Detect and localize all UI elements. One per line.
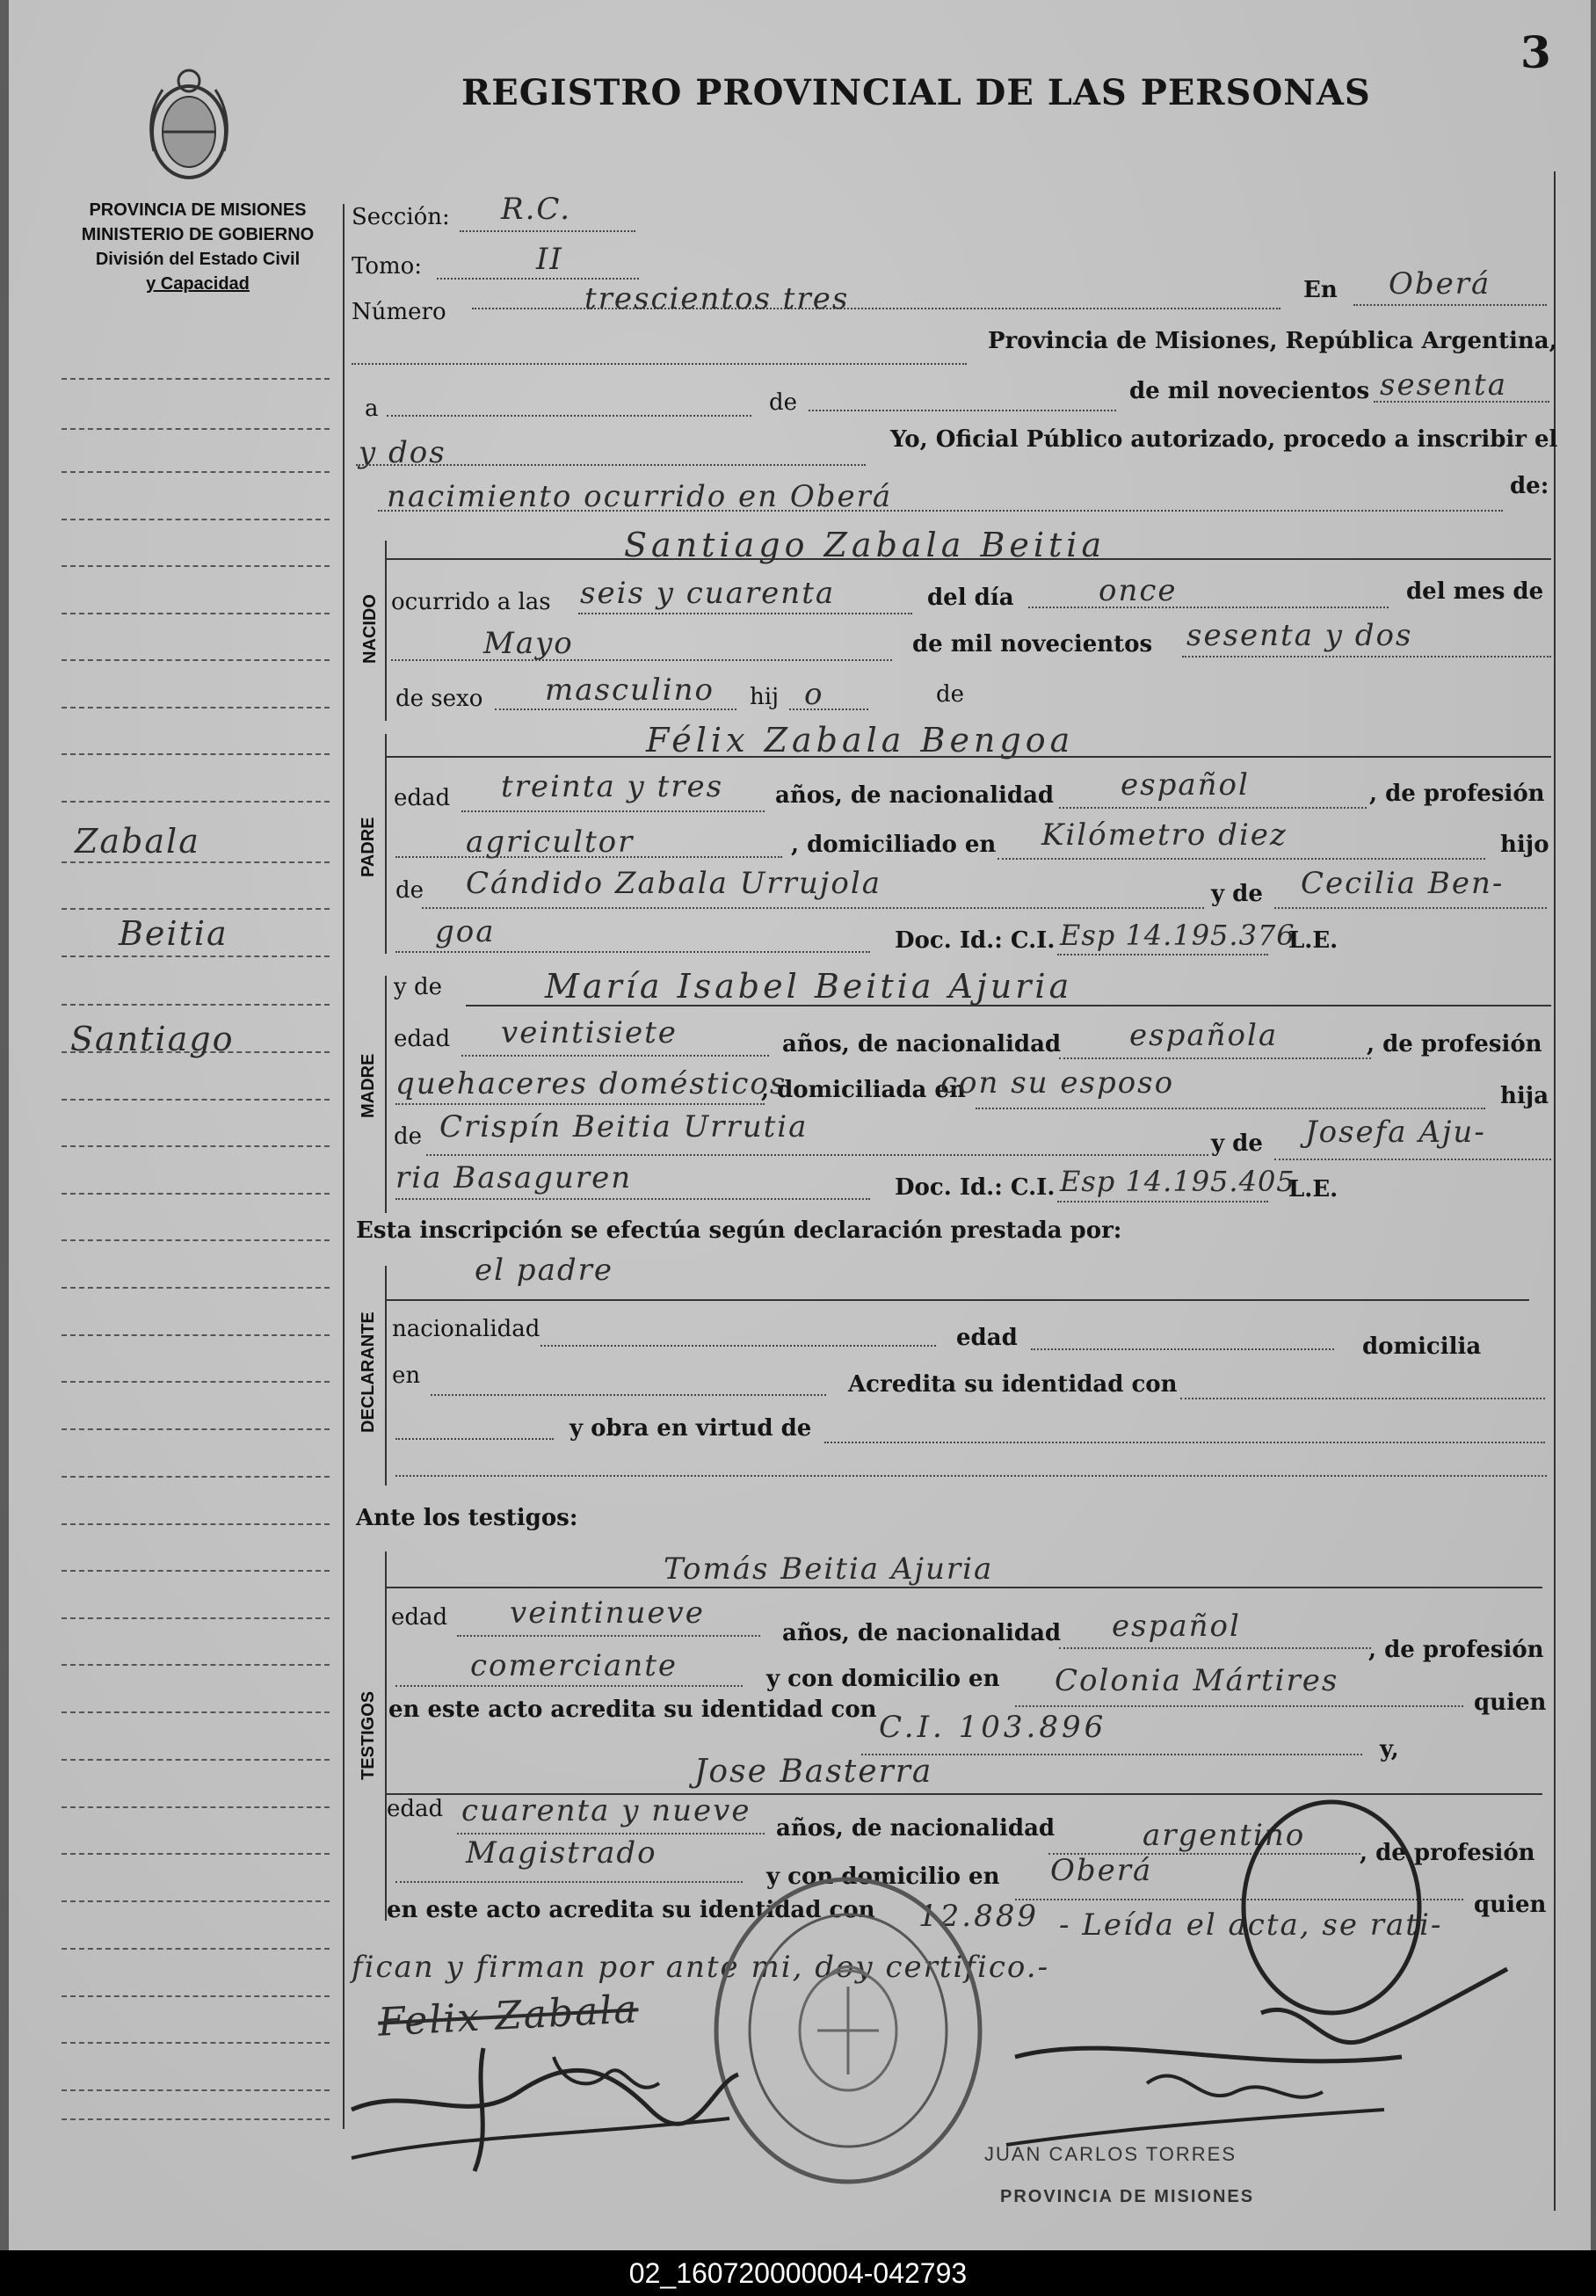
padre-profesion-line — [395, 856, 782, 858]
madre-y-de-label: y de — [394, 974, 442, 1000]
testigo1-domicilio-value: Colonia Mártires — [1055, 1663, 1339, 1698]
madre-domicilio-value: con su esposo — [940, 1065, 1175, 1101]
margin-line — [62, 707, 330, 708]
left-margin-border — [343, 204, 345, 2129]
margin-line — [62, 1806, 330, 1808]
register-page — [9, 0, 1591, 2250]
dia-label: del día — [927, 585, 1014, 611]
seccion-label: Sección: — [352, 204, 450, 230]
nacido-name-line — [387, 558, 1551, 560]
padre-y-de-line — [1274, 907, 1547, 909]
declarante-bottom-line — [395, 1475, 1547, 1477]
authority-capacidad: y Capacidad — [146, 274, 250, 294]
margin-line — [62, 753, 330, 755]
nacido-name: Santiago Zabala Beitia — [624, 526, 1106, 564]
sexo-line — [495, 708, 736, 710]
de-label: de — [769, 389, 798, 416]
declarante-domicilia-label: domicilia — [1362, 1333, 1482, 1360]
margin-line — [62, 1617, 330, 1619]
province-text: Provincia de Misiones, República Argentina, — [988, 328, 1557, 354]
birth-place-line — [378, 510, 1503, 512]
madre-name-line — [466, 1005, 1551, 1006]
madre-de-label: de — [394, 1123, 423, 1150]
page-number: 3 — [1520, 26, 1551, 78]
testigo1-domicilio-line — [1015, 1705, 1463, 1707]
margin-line — [62, 1664, 330, 1666]
mes-label: del mes de — [1406, 578, 1544, 605]
padre-le-label: L.E. — [1288, 927, 1338, 954]
madre-profesion-label: , de profesión — [1367, 1031, 1542, 1057]
margin-line — [62, 908, 330, 910]
testigo2-name: Jose Basterra — [694, 1754, 933, 1790]
padre-name: Félix Zabala Bengoa — [646, 721, 1075, 759]
padre-nacionalidad-value: español — [1121, 767, 1250, 803]
declarante-obra-line — [824, 1442, 1545, 1443]
section-testigos: TESTIGOS — [359, 1690, 378, 1780]
madre-doc-label: Doc. Id.: C.I. — [895, 1174, 1056, 1201]
de-line — [809, 410, 1116, 411]
nacido-bracket — [385, 541, 387, 721]
sexo-value: masculino — [545, 672, 715, 708]
anio-label: de mil novecientos — [912, 631, 1153, 658]
testigo2-edad-label: edad — [387, 1796, 444, 1822]
margin-note-given-name: Santiago — [70, 1020, 235, 1058]
declarante-edad-line — [1031, 1348, 1334, 1350]
authority-block — [57, 198, 338, 296]
authority-division: División del Estado Civil — [95, 250, 301, 269]
testigo2-profesion-line — [395, 1881, 743, 1883]
margin-line — [62, 1570, 330, 1572]
birth-place-value: nacimiento ocurrido en Oberá — [387, 479, 893, 514]
margin-line — [62, 2042, 330, 2044]
declarante-acredita-line — [1180, 1398, 1545, 1399]
margin-line — [62, 1900, 330, 1902]
hora-value: seis y cuarenta — [580, 576, 836, 611]
hij-line — [789, 708, 868, 710]
declarante-blank-line — [395, 1438, 554, 1440]
dia-line — [1028, 607, 1389, 608]
section-padre: PADRE — [359, 817, 378, 877]
madre-madre-de: Josefa Aju- — [1305, 1115, 1486, 1150]
testigo1-nacionalidad-value: español — [1112, 1609, 1241, 1644]
en-line — [1353, 304, 1547, 306]
mes-line — [391, 659, 892, 661]
madre-madre-de-cont: ria Basaguren — [395, 1160, 633, 1195]
madre-padre-de: Crispín Beitia Urrutia — [439, 1109, 809, 1144]
document-title: REGISTRO PROVINCIAL DE LAS PERSONAS — [461, 72, 1371, 113]
en-value: Oberá — [1389, 266, 1491, 302]
padre-madre-de: Cecilia Ben- — [1301, 866, 1505, 901]
margin-line — [62, 378, 330, 380]
margin-line — [62, 1759, 330, 1761]
margin-line — [62, 1099, 330, 1101]
margin-line — [62, 1476, 330, 1478]
madre-doc-value: Esp 14.195.405 — [1060, 1165, 1295, 1198]
tomo-value: II — [536, 242, 563, 277]
madre-de-line — [426, 1154, 1208, 1156]
padre-profesion-label: , de profesión — [1369, 781, 1545, 807]
testigo2-acredita-label: en este acto acredita su identidad con — [387, 1897, 875, 1923]
madre-y-de2-label: y de — [1211, 1130, 1263, 1157]
madre-name: María Isabel Beitia Ajuria — [545, 967, 1073, 1006]
footer-file-id: 02_160720000004-042793 — [628, 2257, 968, 2289]
declarante-edad-label: edad — [956, 1325, 1018, 1351]
madre-domicilio-line — [976, 1108, 1485, 1109]
year-value-cont: y dos — [359, 435, 446, 470]
padre-edad-line — [461, 810, 765, 812]
hij-value: o — [804, 677, 824, 712]
testigo1-edad-line — [457, 1635, 760, 1637]
madre-domicilio-label: , domiciliada en — [761, 1077, 966, 1103]
mes-value: Mayo — [483, 626, 574, 661]
authority-province: PROVINCIA DE MISIONES — [89, 200, 307, 220]
coat-of-arms-seal — [141, 63, 237, 191]
closing-line2: fican y firman por ante mi, doy certifico.- — [352, 1950, 1050, 1985]
anio-value: sesenta y dos — [1186, 618, 1413, 653]
declarante-name-line — [387, 1299, 1529, 1301]
margin-note-surname2: Beitia — [119, 914, 229, 953]
testigo2-profesion-value: Magistrado — [466, 1835, 657, 1871]
officer-signature-scribble — [989, 1793, 1516, 2162]
margin-line — [62, 1193, 330, 1195]
closing-line1: - Leída el acta, se rati- — [1059, 1907, 1443, 1943]
declarante-en-line — [431, 1394, 826, 1396]
testigo2-profesion-label: , de profesión — [1360, 1840, 1535, 1866]
testigo1-nacionalidad-line — [1059, 1647, 1371, 1649]
madre-nacionalidad-label: años, de nacionalidad — [782, 1031, 1062, 1057]
declarante-nacionalidad-label: nacionalidad — [392, 1316, 540, 1342]
margin-line — [62, 613, 330, 614]
margin-line — [62, 1711, 330, 1713]
declarante-value: el padre — [475, 1253, 613, 1288]
padre-de-label: de — [395, 877, 424, 904]
section-madre: MADRE — [359, 1053, 378, 1118]
nacido-de-label: de — [936, 681, 965, 708]
madre-bracket — [385, 976, 387, 1213]
seccion-line — [460, 230, 635, 232]
testigo1-id-value: C.I. 103.896 — [879, 1710, 1107, 1745]
margin-line — [62, 659, 330, 661]
de-colon: de: — [1510, 473, 1549, 499]
a-label: a — [365, 396, 379, 422]
testigo1-profesion-line — [395, 1685, 743, 1687]
madre-profesion-line — [395, 1103, 765, 1105]
margin-line — [62, 565, 330, 567]
testigo2-y-label: y, — [1380, 1736, 1399, 1762]
madre-edad-label: edad — [394, 1026, 451, 1052]
testigo2-nacionalidad-value: argentino — [1143, 1818, 1306, 1853]
margin-line — [62, 1428, 330, 1430]
margin-line — [62, 801, 330, 803]
blank-line — [352, 363, 967, 365]
madre-profesion-value: quehaceres domésticos — [395, 1066, 787, 1101]
padre-doc-value: Esp 14.195.376 — [1060, 919, 1295, 952]
madre-hija-label: hija — [1500, 1083, 1549, 1109]
testigo1-profesion-value: comerciante — [470, 1648, 678, 1683]
testigo1-nacionalidad-label: años, de nacionalidad — [782, 1620, 1062, 1646]
padre-profesion-value: agricultor — [466, 825, 635, 860]
margin-line — [62, 2118, 330, 2120]
dia-value: once — [1099, 573, 1178, 608]
padre-nacionalidad-line — [1059, 807, 1367, 809]
padre-domicilio-label: , domiciliado en — [791, 832, 997, 858]
testigo2-domicilio-value: Oberá — [1050, 1853, 1153, 1888]
madre-nacionalidad-line — [1059, 1057, 1371, 1059]
padre-de-line — [422, 907, 1204, 909]
madre-edad-line — [461, 1055, 769, 1057]
margin-line — [62, 1287, 330, 1289]
margin-line — [62, 1145, 330, 1147]
madre-madre-cont-line — [395, 1198, 870, 1200]
testigo1-name: Tomás Beitia Ajuria — [664, 1551, 994, 1587]
padre-y-de-label: y de — [1211, 881, 1263, 907]
year-label: de mil novecientos — [1129, 378, 1370, 404]
margin-line — [62, 428, 330, 430]
tomo-label: Tomo: — [352, 253, 423, 280]
padre-name-line — [387, 756, 1551, 758]
section-nacido: NACIDO — [360, 594, 380, 664]
testigo1-edad-label: edad — [391, 1604, 448, 1631]
declarante-nacionalidad-line — [540, 1345, 936, 1347]
margin-line — [62, 471, 330, 473]
officer-name: JUAN CARLOS TORRES — [984, 2143, 1237, 2165]
padre-nacionalidad-label: años, de nacionalidad — [775, 782, 1055, 809]
signature-felix-zabala: Felix Zabala — [376, 1987, 640, 2045]
margin-note-surname1: Zabala — [75, 822, 200, 861]
declaracion-text: Esta inscripción se efectúa según declaración prestada por: — [356, 1217, 1122, 1244]
padre-padre-de: Cándido Zabala Urrujola — [466, 866, 881, 901]
witness-signatures-scribble — [343, 2031, 747, 2180]
seccion-value: R.C. — [501, 192, 572, 227]
right-border — [1554, 171, 1556, 2211]
numero-label: Número — [352, 299, 446, 325]
madre-edad-value: veintisiete — [501, 1015, 678, 1050]
year-value: sesenta — [1380, 367, 1507, 403]
padre-madre-cont-line — [395, 951, 870, 953]
padre-hijo-label: hijo — [1500, 832, 1549, 858]
hora-label: ocurrido a las — [391, 589, 551, 615]
hij-label: hij — [750, 684, 780, 710]
testigo1-acredita-label: en este acto acredita su identidad con — [388, 1697, 877, 1723]
margin-line — [62, 519, 330, 520]
hora-line — [578, 613, 912, 614]
padre-edad-value: treinta y tres — [501, 769, 724, 804]
testigo1-edad-value: veintinueve — [510, 1595, 705, 1631]
en-label: En — [1303, 277, 1338, 303]
padre-domicilio-line — [997, 858, 1485, 860]
testigos-intro: Ante los testigos: — [356, 1505, 578, 1531]
sexo-label: de sexo — [395, 686, 483, 712]
year-cont-line — [356, 464, 866, 466]
padre-edad-label: edad — [394, 785, 451, 811]
margin-line — [62, 1948, 330, 1950]
a-line — [387, 415, 751, 417]
testigo2-nacionalidad-label: años, de nacionalidad — [776, 1815, 1056, 1842]
margin-line — [62, 955, 330, 957]
padre-bracket — [385, 734, 387, 954]
testigo2-id-value: 12.889 — [918, 1899, 1039, 1934]
padre-madre-de-cont: goa — [435, 914, 496, 949]
declarante-bracket — [385, 1266, 387, 1486]
margin-line — [62, 1381, 330, 1383]
declarante-obra-label: y obra en virtud de — [569, 1415, 812, 1442]
padre-domicilio-value: Kilómetro diez — [1041, 817, 1288, 853]
section-declarante: DECLARANTE — [359, 1311, 378, 1433]
margin-line — [62, 1004, 330, 1006]
anio-line — [1182, 656, 1551, 658]
authority-ministry: MINISTERIO DE GOBIERNO — [81, 225, 315, 244]
margin-line — [62, 861, 330, 863]
testigo1-profesion-label: , de profesión — [1368, 1637, 1544, 1663]
padre-doc-line — [1057, 954, 1268, 955]
declarante-acredita-label: Acredita su identidad con — [848, 1371, 1178, 1398]
testigo2-edad-line — [457, 1833, 765, 1835]
madre-y-de2-line — [1274, 1159, 1551, 1160]
official-text: Yo, Oficial Público autorizado, procedo a inscribir el — [890, 426, 1558, 453]
margin-line — [62, 1239, 330, 1241]
margin-line — [62, 1995, 330, 1997]
testigo2-quien-label: quien — [1474, 1892, 1547, 1918]
padre-doc-label: Doc. Id.: C.I. — [895, 927, 1056, 954]
madre-doc-line — [1057, 1201, 1268, 1202]
margin-line — [62, 1523, 330, 1525]
declarante-en-label: en — [392, 1362, 421, 1389]
testigo2-domicilio-label: y con domicilio en — [766, 1864, 1000, 1890]
testigos-bracket — [385, 1551, 387, 1921]
tomo-line — [437, 278, 639, 280]
testigo2-edad-value: cuarenta y nueve — [461, 1793, 751, 1828]
madre-nacionalidad-value: española — [1129, 1018, 1279, 1053]
testigo1-acredita-line — [861, 1754, 1362, 1755]
margin-line — [62, 1853, 330, 1855]
margin-line — [62, 1334, 330, 1336]
margin-line — [62, 2089, 330, 2091]
testigo1-name-line — [387, 1587, 1542, 1588]
numero-value: trescientos tres — [584, 281, 850, 316]
madre-le-label: L.E. — [1288, 1176, 1338, 1202]
testigo1-domicilio-label: y con domicilio en — [766, 1666, 1000, 1692]
officer-province: PROVINCIA DE MISIONES — [1000, 2187, 1255, 2206]
testigo1-quien-label: quien — [1474, 1689, 1547, 1716]
